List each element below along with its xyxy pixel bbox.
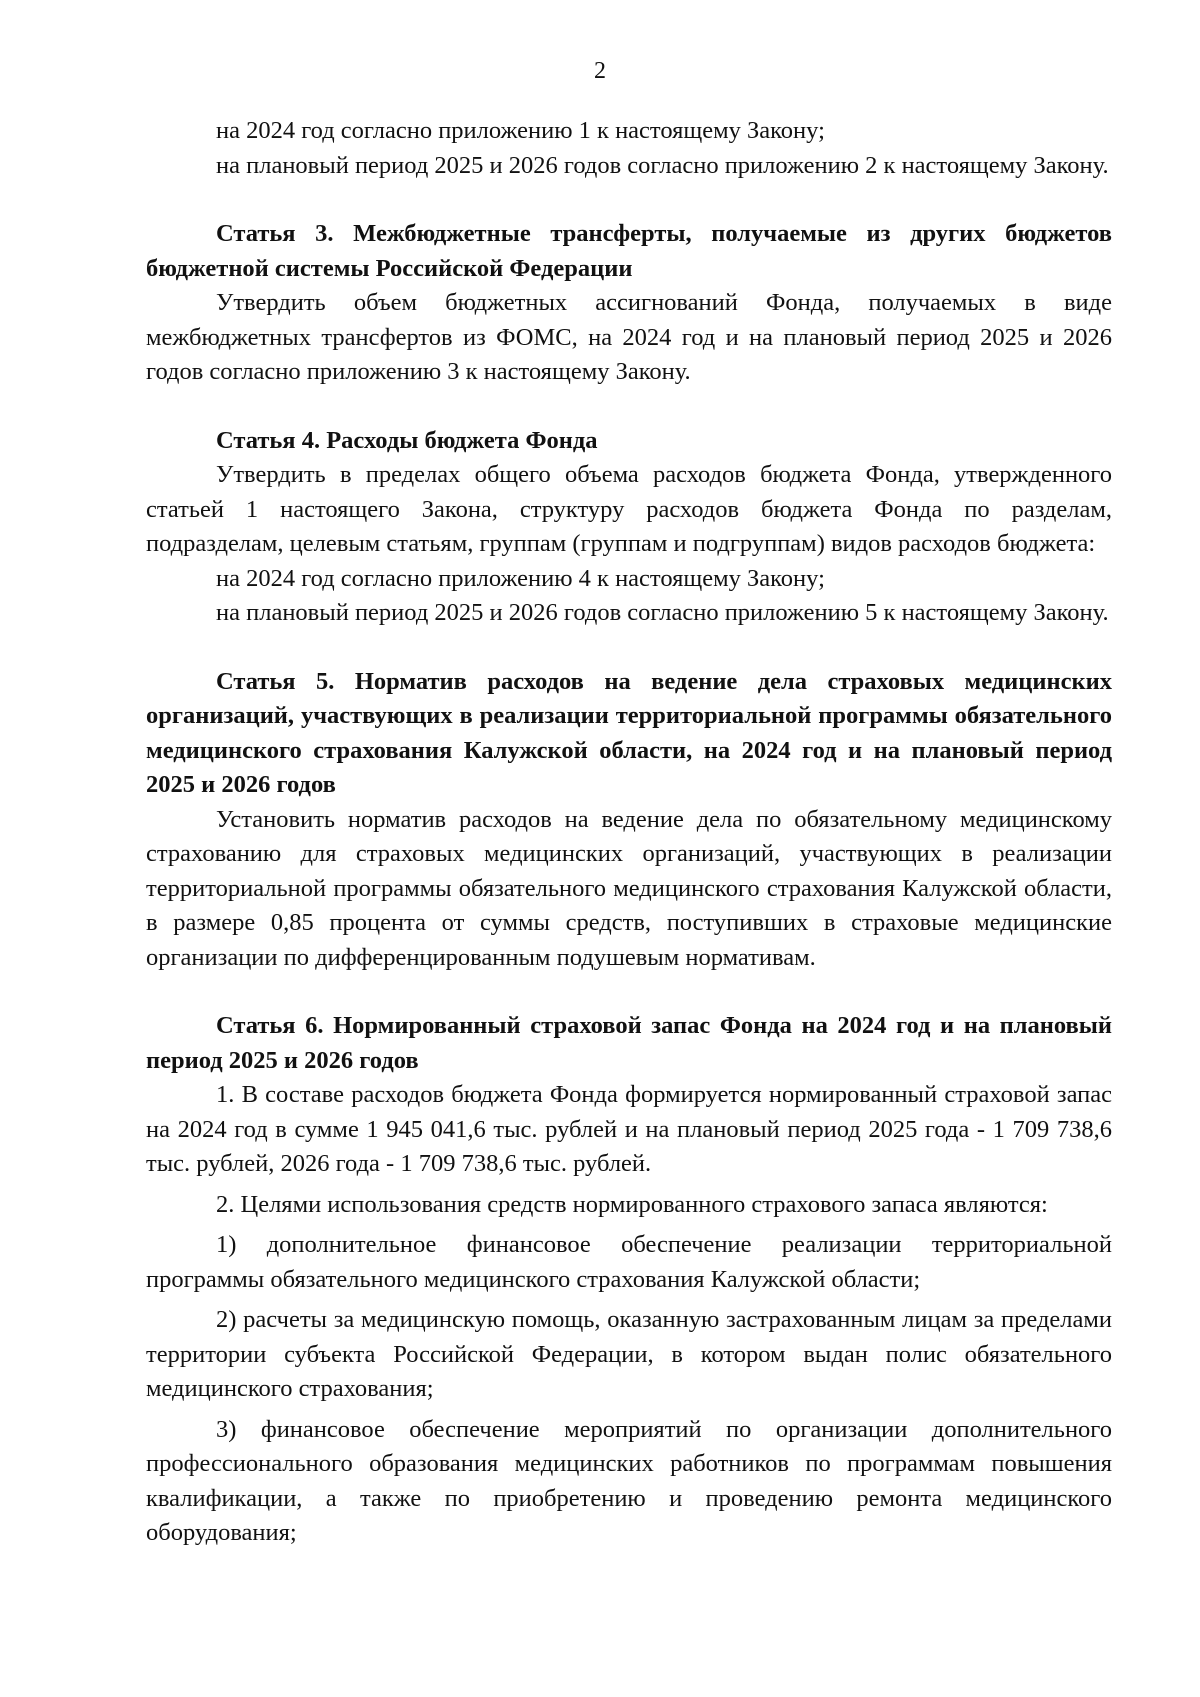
article-6-item-1: 1) дополнительное финансовое обеспечение реализации территориальной программы обязательного медицинского страхования Калужской области; (146, 1231, 1112, 1293)
article-5-paragraph-1: Установить норматив расходов на ведение дела по обязательному медицинскому страхованию для страховых медицинских организаций, участвующих в реализации территориальной программы обязательного медицинского страхования Калужской области, в размере 0,85 процента от суммы средств, поступивших в страховые медицинские организации по дифференцированным подушевым нормативам. (146, 805, 1112, 971)
article-6-title: Статья 6. Нормированный страховой запас Фонда на 2024 год и на плановый период 2025 и 2026 годов (146, 1012, 1112, 1074)
article-6-paragraph-1: 1. В составе расходов бюджета Фонда формируется нормированный страховой запас на 2024 год в сумме 1 945 041,6 тыс. рублей и на плановый период 2025 года - 1 709 738,6 тыс. рублей, 2026 года - 1 709 738,6 тыс. рублей. (146, 1081, 1112, 1177)
document-body (146, 114, 1112, 1551)
article-3-title: Статья 3. Межбюджетные трансферты, получаемые из других бюджетов бюджетной системы Российской Федерации (146, 220, 1112, 282)
article-6-item-2: 2) расчеты за медицинскую помощь, оказанную застрахованным лицам за пределами территории субъекта Российской Федерации, в котором выдан полис обязательного медицинского страхования; (146, 1306, 1112, 1402)
intro-line-2: на плановый период 2025 и 2026 годов согласно приложению 2 к настоящему Закону. (216, 151, 1109, 179)
article-6-paragraph-2: 2. Целями использования средств нормированного страхового запаса являются: (216, 1190, 1048, 1218)
spacer (146, 975, 1112, 1009)
spacer (146, 390, 1112, 424)
article-3-paragraph-1: Утвердить объем бюджетных ассигнований Фонда, получаемых в виде межбюджетных трансфертов из ФОМС, на 2024 год и на плановый период 2025 и 2026 годов согласно приложению 3 к настоящему Закону. (146, 289, 1112, 385)
article-5-title: Статья 5. Норматив расходов на ведение дела страховых медицинских организаций, участвующих в реализации территориальной программы обязательного медицинского страхования Калужской области, на 2024 год и на плановый период 2025 и 2026 годов (146, 667, 1112, 798)
article-4-paragraph-1: Утвердить в пределах общего объема расходов бюджета Фонда, утвержденного статьей 1 настоящего Закона, структуру расходов бюджета Фонда по разделам, подразделам, целевым статьям, группам (группам и подгруппам) видов расходов бюджета: (146, 461, 1112, 557)
intro-line-1: на 2024 год согласно приложению 1 к настоящему Закону; (216, 117, 825, 144)
article-6-item-3: 3) финансовое обеспечение мероприятий по организации дополнительного профессионального образования медицинских работников по программам повышения квалификации, а также по приобретению и проведению ремонта медицинского оборудования; (146, 1415, 1112, 1546)
spacer (146, 183, 1112, 217)
article-4-paragraph-2: на 2024 год согласно приложению 4 к настоящему Закону; (216, 564, 825, 592)
spacer (146, 631, 1112, 665)
page-number: 2 (594, 58, 606, 84)
article-4-title: Статья 4. Расходы бюджета Фонда (216, 426, 598, 454)
article-4-paragraph-3: на плановый период 2025 и 2026 годов согласно приложению 5 к настоящему Закону. (216, 599, 1109, 626)
